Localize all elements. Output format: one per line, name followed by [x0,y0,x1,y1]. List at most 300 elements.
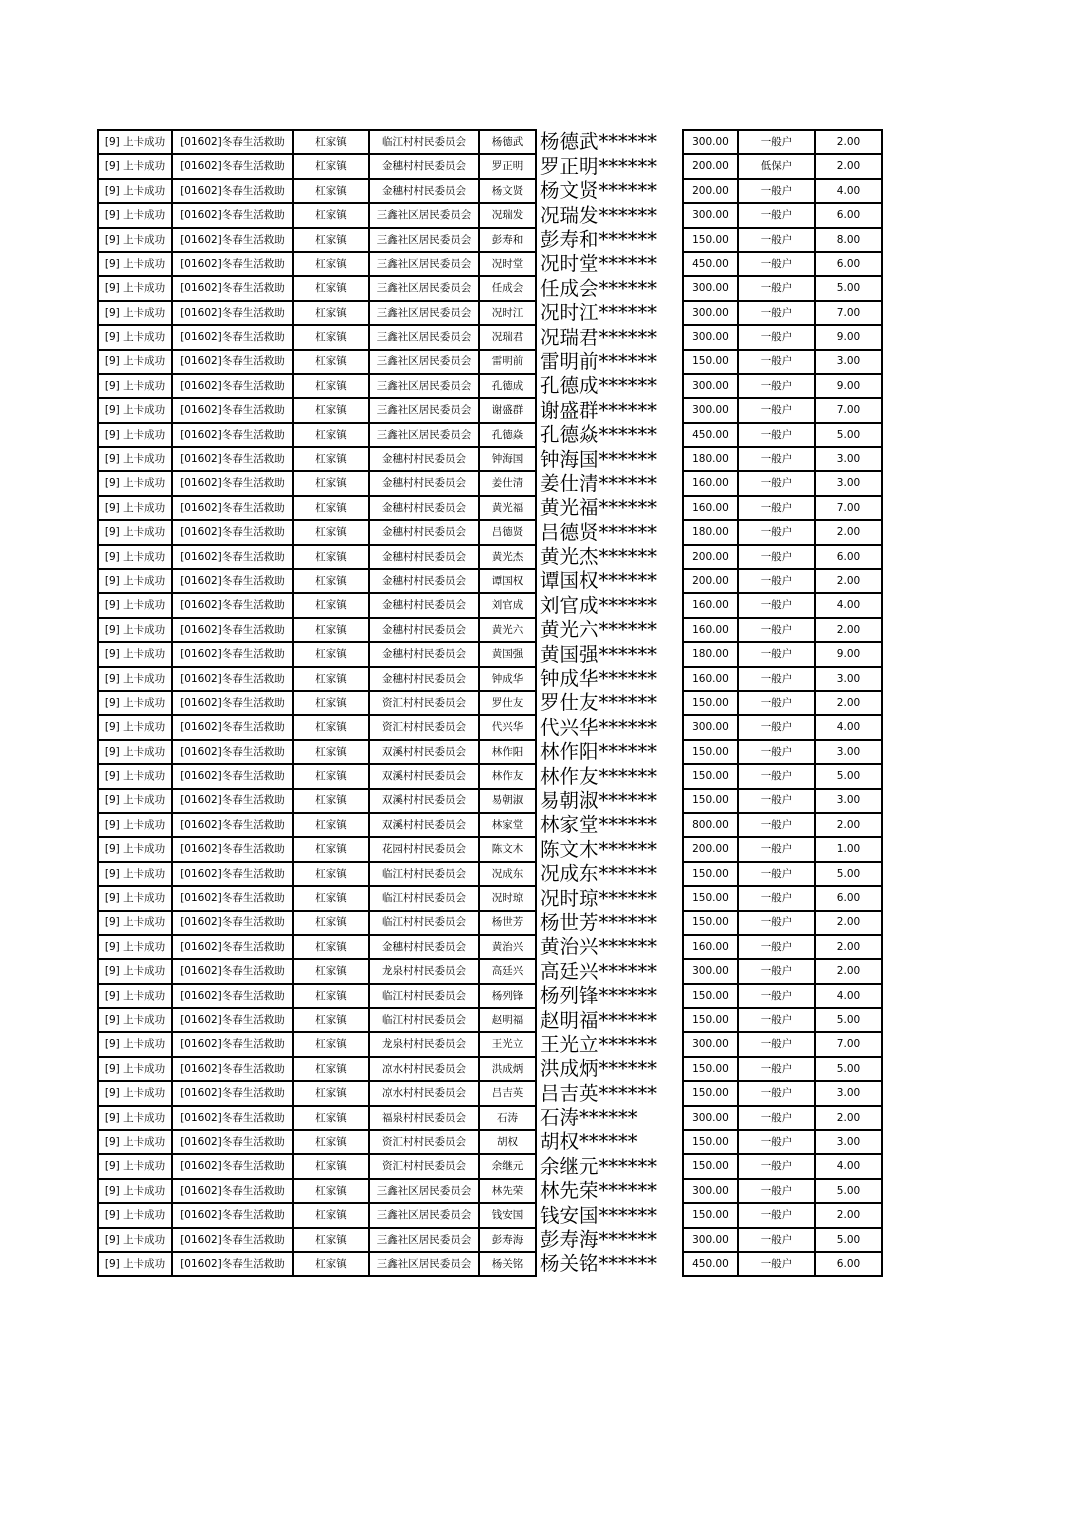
program-cell: [01602]冬春生活救助 [172,1179,293,1203]
status-cell: [9] 上卡成功 [98,1179,172,1203]
committee-cell: 三鑫社区居民委员会 [369,423,479,447]
town-cell: 杠家镇 [293,1203,369,1227]
program-cell: [01602]冬春生活救助 [172,350,293,374]
town-cell: 杠家镇 [293,569,369,593]
amount-cell: 300.00 [683,130,738,154]
committee-cell: 双溪村村民委员会 [369,813,479,837]
masked-id-cell: 孔德成****** [536,374,683,398]
name-cell: 姜仕清 [479,471,536,495]
program-cell: [01602]冬春生活救助 [172,642,293,666]
name-cell: 钟海国 [479,447,536,471]
committee-cell: 三鑫社区居民委员会 [369,203,479,227]
committee-cell: 临江村村民委员会 [369,130,479,154]
status-cell: [9] 上卡成功 [98,374,172,398]
status-cell: [9] 上卡成功 [98,350,172,374]
masked-id-cell: 刘官成****** [536,593,683,617]
count-cell: 4.00 [815,593,882,617]
status-cell: [9] 上卡成功 [98,837,172,861]
table-row [98,1081,882,1105]
committee-cell: 资汇村村民委员会 [369,1130,479,1154]
status-cell: [9] 上卡成功 [98,520,172,544]
name-cell: 况成东 [479,862,536,886]
masked-id-cell: 黄光六****** [536,618,683,642]
table-row [98,496,882,520]
count-cell: 6.00 [815,545,882,569]
committee-cell: 三鑫社区居民委员会 [369,374,479,398]
program-cell: [01602]冬春生活救助 [172,593,293,617]
count-cell: 6.00 [815,1252,882,1276]
masked-id-cell: 谭国权****** [536,569,683,593]
status-cell: [9] 上卡成功 [98,642,172,666]
masked-id-cell: 吕德贤****** [536,520,683,544]
name-cell: 石涛 [479,1106,536,1130]
name-cell: 杨列锋 [479,984,536,1008]
amount-cell: 160.00 [683,471,738,495]
town-cell: 杠家镇 [293,130,369,154]
amount-cell: 150.00 [683,862,738,886]
town-cell: 杠家镇 [293,642,369,666]
masked-id-cell: 林家堂****** [536,813,683,837]
amount-cell: 160.00 [683,935,738,959]
table-row [98,1032,882,1056]
name-cell: 林作友 [479,764,536,788]
name-cell: 刘官成 [479,593,536,617]
name-cell: 谢盛群 [479,398,536,422]
table-row [98,837,882,861]
town-cell: 杠家镇 [293,1057,369,1081]
table-row [98,545,882,569]
table-row [98,642,882,666]
name-cell: 孔德成 [479,374,536,398]
program-cell: [01602]冬春生活救助 [172,837,293,861]
program-cell: [01602]冬春生活救助 [172,447,293,471]
table-row [98,911,882,935]
status-cell: [9] 上卡成功 [98,715,172,739]
status-cell: [9] 上卡成功 [98,325,172,349]
amount-cell: 160.00 [683,667,738,691]
amount-cell: 200.00 [683,545,738,569]
status-cell: [9] 上卡成功 [98,569,172,593]
count-cell: 2.00 [815,1203,882,1227]
town-cell: 杠家镇 [293,789,369,813]
name-cell: 罗仕友 [479,691,536,715]
committee-cell: 三鑫社区居民委员会 [369,228,479,252]
program-cell: [01602]冬春生活救助 [172,301,293,325]
masked-id-cell: 王光立****** [536,1032,683,1056]
committee-cell: 龙泉村村民委员会 [369,959,479,983]
status-cell: [9] 上卡成功 [98,984,172,1008]
count-cell: 5.00 [815,423,882,447]
town-cell: 杠家镇 [293,496,369,520]
masked-id-cell: 钟海国****** [536,447,683,471]
household-type-cell: 一般户 [738,740,815,764]
status-cell: [9] 上卡成功 [98,935,172,959]
relief-roster-table [97,129,883,1277]
table-row [98,423,882,447]
household-type-cell: 一般户 [738,789,815,813]
committee-cell: 金穗村村民委员会 [369,593,479,617]
table-row [98,1057,882,1081]
committee-cell: 资汇村村民委员会 [369,715,479,739]
program-cell: [01602]冬春生活救助 [172,886,293,910]
table-row [98,374,882,398]
masked-id-cell: 况成东****** [536,862,683,886]
status-cell: [9] 上卡成功 [98,1252,172,1276]
masked-id-cell: 石涛****** [536,1106,683,1130]
household-type-cell: 一般户 [738,1057,815,1081]
status-cell: [9] 上卡成功 [98,911,172,935]
program-cell: [01602]冬春生活救助 [172,1032,293,1056]
name-cell: 任成会 [479,276,536,300]
town-cell: 杠家镇 [293,301,369,325]
program-cell: [01602]冬春生活救助 [172,862,293,886]
household-type-cell: 一般户 [738,911,815,935]
program-cell: [01602]冬春生活救助 [172,715,293,739]
household-type-cell: 一般户 [738,447,815,471]
table-row [98,252,882,276]
count-cell: 5.00 [815,276,882,300]
count-cell: 1.00 [815,837,882,861]
table-row [98,593,882,617]
committee-cell: 金穗村村民委员会 [369,471,479,495]
household-type-cell: 一般户 [738,1228,815,1252]
town-cell: 杠家镇 [293,1154,369,1178]
amount-cell: 150.00 [683,764,738,788]
count-cell: 5.00 [815,1179,882,1203]
status-cell: [9] 上卡成功 [98,667,172,691]
masked-id-cell: 况时堂****** [536,252,683,276]
status-cell: [9] 上卡成功 [98,691,172,715]
committee-cell: 资汇村村民委员会 [369,1154,479,1178]
program-cell: [01602]冬春生活救助 [172,325,293,349]
amount-cell: 450.00 [683,1252,738,1276]
status-cell: [9] 上卡成功 [98,154,172,178]
committee-cell: 临江村村民委员会 [369,862,479,886]
count-cell: 9.00 [815,374,882,398]
masked-id-cell: 黄光杰****** [536,545,683,569]
masked-id-cell: 任成会****** [536,276,683,300]
committee-cell: 金穗村村民委员会 [369,154,479,178]
committee-cell: 三鑫社区居民委员会 [369,252,479,276]
amount-cell: 150.00 [683,911,738,935]
name-cell: 雷明前 [479,350,536,374]
amount-cell: 300.00 [683,1106,738,1130]
committee-cell: 金穗村村民委员会 [369,618,479,642]
status-cell: [9] 上卡成功 [98,886,172,910]
count-cell: 5.00 [815,1228,882,1252]
program-cell: [01602]冬春生活救助 [172,959,293,983]
status-cell: [9] 上卡成功 [98,447,172,471]
count-cell: 3.00 [815,740,882,764]
amount-cell: 160.00 [683,593,738,617]
count-cell: 2.00 [815,154,882,178]
household-type-cell: 一般户 [738,1179,815,1203]
town-cell: 杠家镇 [293,398,369,422]
town-cell: 杠家镇 [293,813,369,837]
town-cell: 杠家镇 [293,252,369,276]
amount-cell: 200.00 [683,179,738,203]
town-cell: 杠家镇 [293,1130,369,1154]
table-row [98,154,882,178]
masked-id-cell: 彭寿海****** [536,1228,683,1252]
status-cell: [9] 上卡成功 [98,203,172,227]
amount-cell: 300.00 [683,374,738,398]
program-cell: [01602]冬春生活救助 [172,423,293,447]
committee-cell: 龙泉村村民委员会 [369,1032,479,1056]
masked-id-cell: 况瑞发****** [536,203,683,227]
status-cell: [9] 上卡成功 [98,1106,172,1130]
amount-cell: 300.00 [683,959,738,983]
count-cell: 9.00 [815,325,882,349]
amount-cell: 300.00 [683,398,738,422]
household-type-cell: 一般户 [738,471,815,495]
committee-cell: 三鑫社区居民委员会 [369,398,479,422]
amount-cell: 300.00 [683,325,738,349]
committee-cell: 凉水村村民委员会 [369,1057,479,1081]
name-cell: 赵明福 [479,1008,536,1032]
masked-id-cell: 杨列锋****** [536,984,683,1008]
table-row [98,813,882,837]
name-cell: 黄光杰 [479,545,536,569]
committee-cell: 金穗村村民委员会 [369,667,479,691]
count-cell: 2.00 [815,520,882,544]
amount-cell: 200.00 [683,154,738,178]
town-cell: 杠家镇 [293,667,369,691]
table-row [98,325,882,349]
program-cell: [01602]冬春生活救助 [172,471,293,495]
count-cell: 2.00 [815,813,882,837]
table-row [98,935,882,959]
status-cell: [9] 上卡成功 [98,423,172,447]
committee-cell: 临江村村民委员会 [369,984,479,1008]
program-cell: [01602]冬春生活救助 [172,179,293,203]
amount-cell: 300.00 [683,276,738,300]
household-type-cell: 一般户 [738,1032,815,1056]
name-cell: 杨德武 [479,130,536,154]
committee-cell: 三鑫社区居民委员会 [369,350,479,374]
count-cell: 5.00 [815,862,882,886]
name-cell: 黄国强 [479,642,536,666]
count-cell: 2.00 [815,618,882,642]
amount-cell: 450.00 [683,252,738,276]
household-type-cell: 一般户 [738,252,815,276]
household-type-cell: 一般户 [738,667,815,691]
town-cell: 杠家镇 [293,154,369,178]
status-cell: [9] 上卡成功 [98,1057,172,1081]
program-cell: [01602]冬春生活救助 [172,1081,293,1105]
amount-cell: 180.00 [683,447,738,471]
masked-id-cell: 吕吉英****** [536,1081,683,1105]
table-row [98,228,882,252]
table-row [98,1179,882,1203]
name-cell: 况时江 [479,301,536,325]
name-cell: 高廷兴 [479,959,536,983]
program-cell: [01602]冬春生活救助 [172,545,293,569]
program-cell: [01602]冬春生活救助 [172,1106,293,1130]
status-cell: [9] 上卡成功 [98,179,172,203]
table-row [98,1106,882,1130]
table-row [98,691,882,715]
status-cell: [9] 上卡成功 [98,1228,172,1252]
town-cell: 杠家镇 [293,423,369,447]
town-cell: 杠家镇 [293,276,369,300]
name-cell: 况瑞发 [479,203,536,227]
committee-cell: 金穗村村民委员会 [369,179,479,203]
program-cell: [01602]冬春生活救助 [172,1130,293,1154]
household-type-cell: 一般户 [738,886,815,910]
count-cell: 9.00 [815,642,882,666]
town-cell: 杠家镇 [293,1252,369,1276]
program-cell: [01602]冬春生活救助 [172,520,293,544]
name-cell: 钟成华 [479,667,536,691]
committee-cell: 金穗村村民委员会 [369,520,479,544]
amount-cell: 160.00 [683,618,738,642]
count-cell: 6.00 [815,886,882,910]
program-cell: [01602]冬春生活救助 [172,764,293,788]
town-cell: 杠家镇 [293,350,369,374]
table-row [98,569,882,593]
name-cell: 杨文贤 [479,179,536,203]
count-cell: 4.00 [815,715,882,739]
program-cell: [01602]冬春生活救助 [172,1252,293,1276]
household-type-cell: 一般户 [738,691,815,715]
committee-cell: 三鑫社区居民委员会 [369,301,479,325]
name-cell: 吕吉英 [479,1081,536,1105]
program-cell: [01602]冬春生活救助 [172,154,293,178]
household-type-cell: 一般户 [738,1106,815,1130]
committee-cell: 三鑫社区居民委员会 [369,276,479,300]
table-row [98,301,882,325]
status-cell: [9] 上卡成功 [98,398,172,422]
table-row [98,1154,882,1178]
town-cell: 杠家镇 [293,374,369,398]
status-cell: [9] 上卡成功 [98,740,172,764]
town-cell: 杠家镇 [293,228,369,252]
household-type-cell: 一般户 [738,984,815,1008]
amount-cell: 150.00 [683,984,738,1008]
town-cell: 杠家镇 [293,545,369,569]
household-type-cell: 一般户 [738,813,815,837]
table-row [98,886,882,910]
roster-body [98,130,882,1276]
amount-cell: 150.00 [683,1057,738,1081]
name-cell: 胡权 [479,1130,536,1154]
masked-id-cell: 代兴华****** [536,715,683,739]
masked-id-cell: 胡权****** [536,1130,683,1154]
household-type-cell: 一般户 [738,496,815,520]
table-row [98,618,882,642]
committee-cell: 双溪村村民委员会 [369,740,479,764]
program-cell: [01602]冬春生活救助 [172,276,293,300]
table-row [98,667,882,691]
name-cell: 黄光六 [479,618,536,642]
household-type-cell: 一般户 [738,228,815,252]
town-cell: 杠家镇 [293,618,369,642]
committee-cell: 资汇村村民委员会 [369,691,479,715]
masked-id-cell: 黄治兴****** [536,935,683,959]
program-cell: [01602]冬春生活救助 [172,1154,293,1178]
count-cell: 4.00 [815,179,882,203]
status-cell: [9] 上卡成功 [98,228,172,252]
program-cell: [01602]冬春生活救助 [172,1203,293,1227]
name-cell: 林先荣 [479,1179,536,1203]
household-type-cell: 一般户 [738,1154,815,1178]
town-cell: 杠家镇 [293,203,369,227]
table-row [98,203,882,227]
amount-cell: 200.00 [683,569,738,593]
amount-cell: 300.00 [683,715,738,739]
masked-id-cell: 谢盛群****** [536,398,683,422]
household-type-cell: 一般户 [738,569,815,593]
count-cell: 3.00 [815,1130,882,1154]
committee-cell: 金穗村村民委员会 [369,545,479,569]
amount-cell: 160.00 [683,496,738,520]
household-type-cell: 一般户 [738,715,815,739]
masked-id-cell: 黄国强****** [536,642,683,666]
count-cell: 3.00 [815,667,882,691]
table-row [98,130,882,154]
amount-cell: 180.00 [683,642,738,666]
household-type-cell: 一般户 [738,862,815,886]
count-cell: 7.00 [815,301,882,325]
count-cell: 7.00 [815,398,882,422]
household-type-cell: 一般户 [738,959,815,983]
status-cell: [9] 上卡成功 [98,593,172,617]
status-cell: [9] 上卡成功 [98,496,172,520]
table-row [98,398,882,422]
household-type-cell: 一般户 [738,935,815,959]
count-cell: 7.00 [815,1032,882,1056]
town-cell: 杠家镇 [293,886,369,910]
household-type-cell: 一般户 [738,301,815,325]
count-cell: 2.00 [815,130,882,154]
program-cell: [01602]冬春生活救助 [172,984,293,1008]
table-row [98,1228,882,1252]
household-type-cell: 一般户 [738,642,815,666]
amount-cell: 150.00 [683,1203,738,1227]
amount-cell: 800.00 [683,813,738,837]
committee-cell: 金穗村村民委员会 [369,447,479,471]
program-cell: [01602]冬春生活救助 [172,252,293,276]
program-cell: [01602]冬春生活救助 [172,935,293,959]
program-cell: [01602]冬春生活救助 [172,911,293,935]
committee-cell: 金穗村村民委员会 [369,496,479,520]
household-type-cell: 一般户 [738,374,815,398]
committee-cell: 临江村村民委员会 [369,886,479,910]
town-cell: 杠家镇 [293,1081,369,1105]
name-cell: 黄治兴 [479,935,536,959]
household-type-cell: 一般户 [738,837,815,861]
household-type-cell: 一般户 [738,618,815,642]
program-cell: [01602]冬春生活救助 [172,1057,293,1081]
committee-cell: 三鑫社区居民委员会 [369,325,479,349]
town-cell: 杠家镇 [293,593,369,617]
count-cell: 6.00 [815,203,882,227]
count-cell: 3.00 [815,471,882,495]
town-cell: 杠家镇 [293,691,369,715]
status-cell: [9] 上卡成功 [98,813,172,837]
amount-cell: 300.00 [683,1228,738,1252]
name-cell: 罗正明 [479,154,536,178]
program-cell: [01602]冬春生活救助 [172,789,293,813]
committee-cell: 三鑫社区居民委员会 [369,1228,479,1252]
table-row [98,520,882,544]
committee-cell: 三鑫社区居民委员会 [369,1203,479,1227]
name-cell: 余继元 [479,1154,536,1178]
town-cell: 杠家镇 [293,520,369,544]
amount-cell: 150.00 [683,1008,738,1032]
status-cell: [9] 上卡成功 [98,301,172,325]
